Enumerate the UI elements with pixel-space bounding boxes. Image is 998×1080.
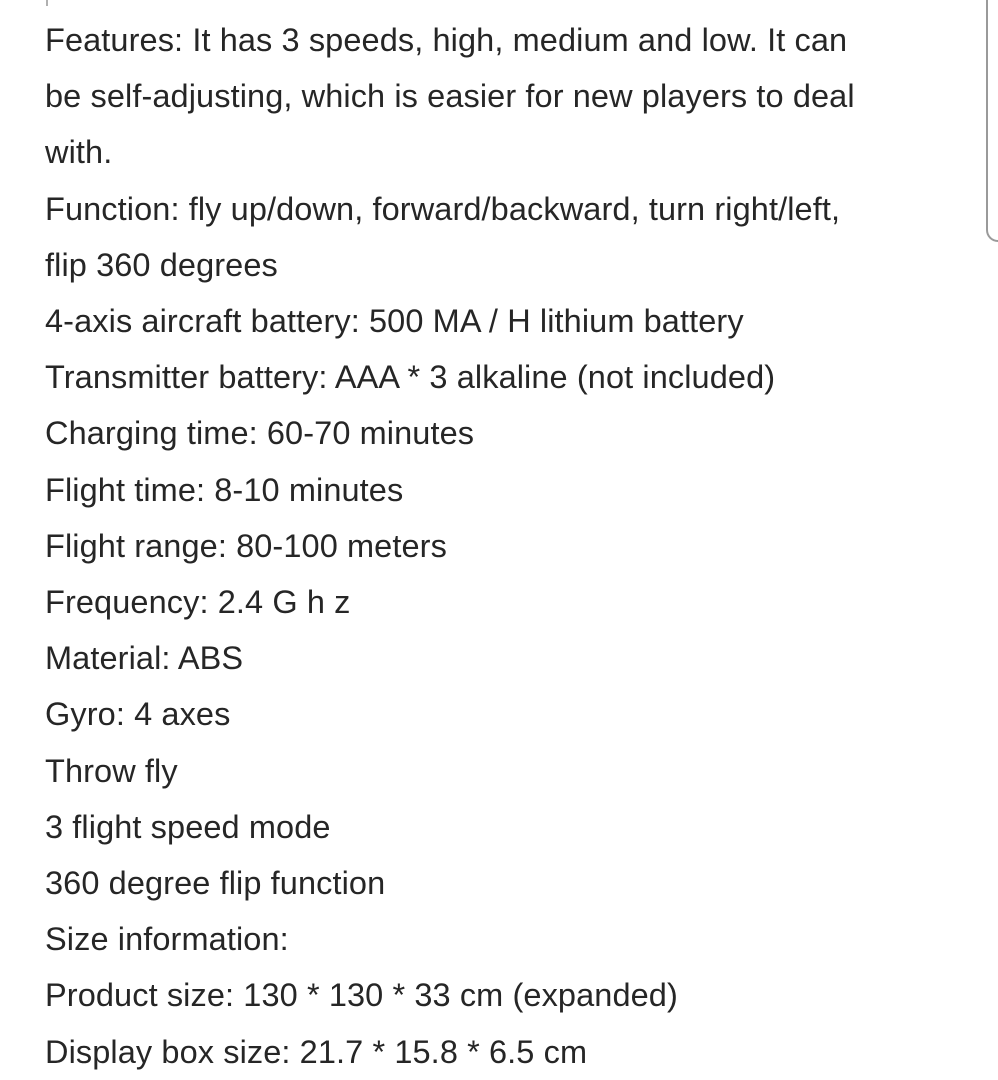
description-line-size-heading: Size information: (45, 921, 289, 958)
description-line-box-size: Display box size: 21.7 * 15.8 * 6.5 cm (45, 1033, 588, 1070)
description-line-aircraft-battery: 4-axis aircraft battery: 500 MA / H lithium battery (45, 303, 744, 340)
description-line-function-2: flip 360 degrees (45, 246, 278, 283)
description-line-charging-time: Charging time: 60-70 minutes (45, 415, 475, 452)
description-line-features-2: be self-adjusting, which is easier for new players to deal (45, 78, 855, 115)
description-line-flight-range: Flight range: 80-100 meters (45, 527, 447, 564)
description-line-transmitter-battery: Transmitter battery: AAA * 3 alkaline (not included) (45, 359, 776, 396)
description-line-flight-time: Flight time: 8-10 minutes (45, 471, 404, 508)
description-line-frequency: Frequency: 2.4 G h z (45, 584, 351, 621)
side-panel-edge (986, 0, 998, 242)
description-line-material: Material: ABS (45, 640, 244, 677)
description-line-features-1: Features: It has 3 speeds, high, medium and low. It can (45, 22, 848, 58)
scroll-indicator (46, 0, 48, 6)
description-line-flip-function: 360 degree flip function (45, 865, 386, 902)
description-line-throw-fly: Throw fly (45, 752, 178, 789)
product-description (45, 12, 955, 1080)
description-line-gyro: Gyro: 4 axes (45, 696, 231, 733)
description-line-product-size: Product size: 130 * 130 * 33 cm (expanded) (45, 977, 678, 1014)
description-line-speed-mode: 3 flight speed mode (45, 808, 331, 845)
description-line-features-3: with. (45, 134, 113, 171)
description-line-function-1: Function: fly up/down, forward/backward, turn right/left, (45, 190, 841, 227)
